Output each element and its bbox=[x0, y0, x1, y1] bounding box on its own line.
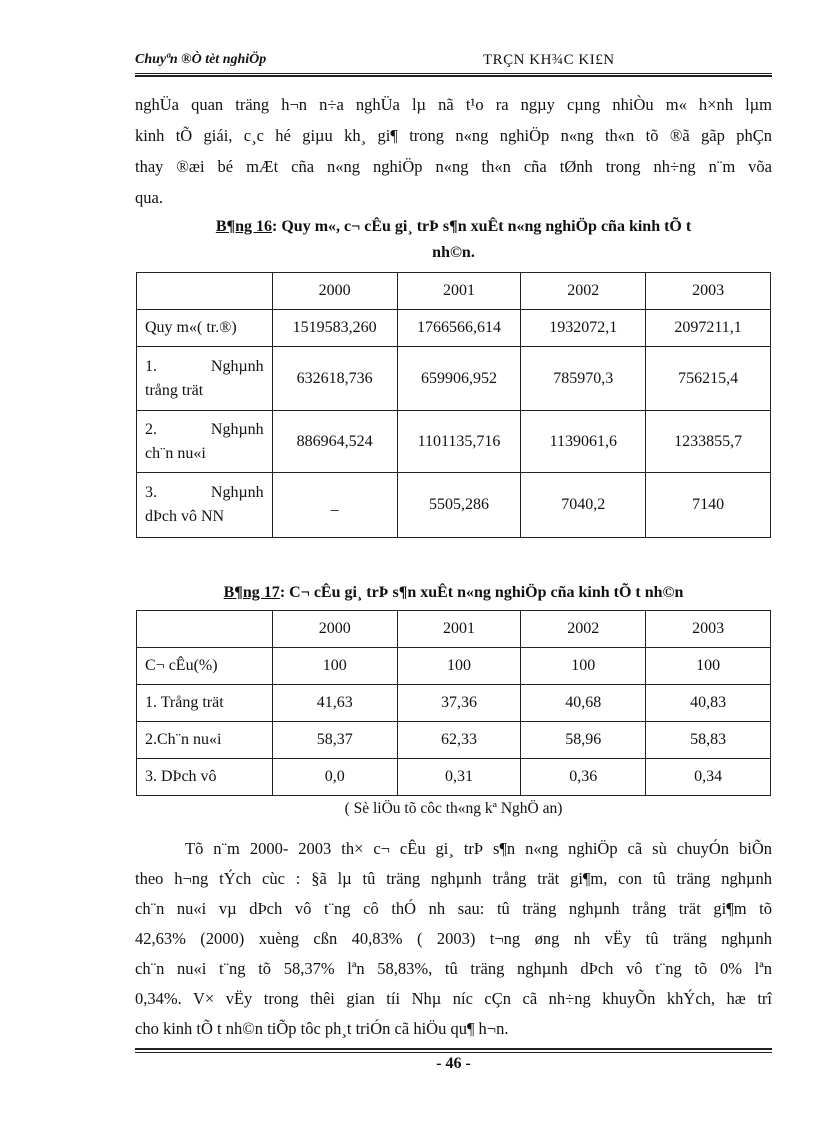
table-header-row bbox=[137, 611, 771, 648]
header-rule bbox=[135, 73, 772, 74]
intro-line: qua. bbox=[135, 188, 163, 207]
table-cell: 62,33 bbox=[397, 722, 521, 759]
row-label: Quy m«( tr.®) bbox=[137, 310, 273, 347]
year-header: 2000 bbox=[272, 273, 397, 310]
body-line: Tõ n¨m 2000- 2003 th× c¬ cÊu gi¸ trÞ s¶n n«ng nghiÖp cã sù chuyÓn biÕn bbox=[185, 839, 772, 858]
table-row bbox=[137, 310, 771, 347]
table-cell: 0,0 bbox=[272, 759, 397, 796]
body-line: theo h¬ng tÝch cùc : §ã lµ tû träng nghµnh trång trät gi¶m, con tû träng nghµnh bbox=[135, 869, 772, 888]
table-cell: 785970,3 bbox=[521, 347, 646, 411]
table-cell: 58,96 bbox=[521, 722, 646, 759]
footer-rule bbox=[135, 1052, 772, 1053]
row-label-rest: trång trät bbox=[145, 381, 204, 399]
table-cell: 1766566,614 bbox=[397, 310, 521, 347]
table-corner-cell bbox=[137, 273, 273, 310]
table-cell: 7040,2 bbox=[521, 473, 646, 538]
row-label-number: 1. bbox=[145, 357, 157, 375]
body-paragraph bbox=[135, 834, 772, 1044]
year-header: 2003 bbox=[646, 611, 771, 648]
table-row bbox=[137, 347, 771, 411]
table-cell: 1932072,1 bbox=[521, 310, 646, 347]
table-cell: 58,37 bbox=[272, 722, 397, 759]
table-cell: 100 bbox=[521, 648, 646, 685]
table-cell: 0,36 bbox=[521, 759, 646, 796]
intro-line: nghÜa quan träng h¬n n÷a nghÜa lµ nã t¹o ra ngµy cµng nhiÒu m« h×nh lµm bbox=[135, 95, 772, 114]
table16-caption-text: : Quy m«, c¬ cÊu gi¸ trÞ s¶n xuÊt n«ng nghiÖp cña kinh tÕ t bbox=[272, 218, 692, 235]
table-row bbox=[137, 759, 771, 796]
table-cell: 37,36 bbox=[397, 685, 521, 722]
table-cell: 659906,952 bbox=[397, 347, 521, 411]
intro-line: kinh tÕ giái, c¸c hé giµu kh¸ gi¶ trong n«ng nghiÖp n«ng th«n tõ ®ã gãp phÇn bbox=[135, 126, 772, 145]
table17 bbox=[136, 610, 771, 796]
header-chapter-title: Chuyªn ®Ò tèt nghiÖp bbox=[135, 52, 267, 67]
body-line: ch¨n nu«i vµ dÞch vô t¨ng cô thÓ nh sau: tû träng nghµnh trång trät gi¶m tõ bbox=[135, 899, 772, 918]
table-row bbox=[137, 722, 771, 759]
table-cell: 40,83 bbox=[646, 685, 771, 722]
table-header-row bbox=[137, 273, 771, 310]
year-header: 2002 bbox=[521, 611, 646, 648]
table16-caption-line2: nh©n. bbox=[432, 244, 475, 261]
intro-line: thay ®æi bé mÆt cña n«ng nghiÖp n«ng th«n cña tØnh trong nh÷ng n¨m võa bbox=[135, 157, 772, 176]
body-line: ch¨n nu«i t¨ng tõ 58,37% lªn 58,83%, tû träng nghµnh dÞch vô t¨ng tõ 0% lªn bbox=[135, 959, 772, 978]
row-label-rest: dÞch vô NN bbox=[145, 508, 225, 525]
table-row bbox=[137, 411, 771, 473]
year-header: 2001 bbox=[397, 611, 521, 648]
table-cell: 1139061,6 bbox=[521, 411, 646, 473]
table-cell: 886964,524 bbox=[272, 411, 397, 473]
table-cell: 0,34 bbox=[646, 759, 771, 796]
row-label-word: Nghµnh bbox=[210, 420, 264, 438]
row-label-number: 3. bbox=[145, 484, 157, 501]
body-line: 42,63% (2000) xuèng cßn 40,83% ( 2003) t¬ng øng nh vËy tû träng nghµnh bbox=[135, 929, 772, 948]
table17-caption-text: : C¬ cÊu gi¸ trÞ s¶n xuÊt n«ng nghiÖp cña kinh tÕ t nh©n bbox=[279, 584, 684, 601]
page-number: - 46 - bbox=[436, 1055, 471, 1072]
table-cell: 2097211,1 bbox=[646, 310, 771, 347]
table-row bbox=[137, 648, 771, 685]
table-cell: 41,63 bbox=[272, 685, 397, 722]
row-label-word: Nghµnh bbox=[210, 484, 264, 501]
year-header: 2003 bbox=[646, 273, 771, 310]
year-header: 2001 bbox=[397, 273, 521, 310]
row-label-rest: ch¨n nu«i bbox=[145, 444, 206, 462]
table-row bbox=[137, 685, 771, 722]
row-label: C¬ cÊu(%) bbox=[137, 648, 273, 685]
year-header: 2000 bbox=[272, 611, 397, 648]
row-label: 3. DÞch vô bbox=[137, 759, 273, 796]
row-label bbox=[137, 473, 273, 538]
running-header bbox=[135, 50, 772, 74]
year-header: 2002 bbox=[521, 273, 646, 310]
header-rule-thick bbox=[135, 75, 772, 77]
table-cell: 632618,736 bbox=[272, 347, 397, 411]
table16-caption bbox=[135, 214, 772, 266]
table-cell: 100 bbox=[646, 648, 771, 685]
table-cell: 100 bbox=[272, 648, 397, 685]
row-label-number: 2. bbox=[145, 420, 157, 438]
row-label-word: Nghµnh bbox=[210, 357, 264, 375]
table17-caption bbox=[135, 580, 772, 606]
table-corner-cell bbox=[137, 611, 273, 648]
table-cell: 100 bbox=[397, 648, 521, 685]
row-label: 2.Ch¨n nu«i bbox=[137, 722, 273, 759]
body-line: cho kinh tÕ t nh©n tiÕp tôc ph¸t triÓn cã hiÖu qu¶ h¬n. bbox=[135, 1019, 509, 1038]
table16-caption-tag: B¶ng 16 bbox=[215, 218, 273, 235]
row-label bbox=[137, 411, 273, 473]
table-cell: 40,68 bbox=[521, 685, 646, 722]
table-cell: 1519583,260 bbox=[272, 310, 397, 347]
table-cell: 0,31 bbox=[397, 759, 521, 796]
table-source-note: ( Sè liÖu tõ côc th«ng kª NghÖ an) bbox=[344, 800, 563, 817]
table-cell: 756215,4 bbox=[646, 347, 771, 411]
table-cell: _ bbox=[272, 473, 397, 538]
footer-rule-thick bbox=[135, 1048, 772, 1050]
table-row bbox=[137, 473, 771, 538]
table-cell: 1233855,7 bbox=[646, 411, 771, 473]
body-line: 0,34%. V× vËy trong thêi gian tíi Nhµ níc cÇn cã nh÷ng khuyÕn khÝch, hæ trî bbox=[135, 989, 772, 1008]
table-cell: 1101135,716 bbox=[397, 411, 521, 473]
table-cell: 58,83 bbox=[646, 722, 771, 759]
header-author: TRÇN KH¾C KI£N bbox=[483, 52, 615, 68]
row-label bbox=[137, 347, 273, 411]
intro-paragraph bbox=[135, 89, 772, 213]
table-cell: 5505,286 bbox=[397, 473, 521, 538]
table17-caption-tag: B¶ng 17 bbox=[223, 584, 280, 601]
row-label: 1. Trång trät bbox=[137, 685, 273, 722]
table16 bbox=[136, 272, 771, 538]
table-cell: 7140 bbox=[646, 473, 771, 538]
